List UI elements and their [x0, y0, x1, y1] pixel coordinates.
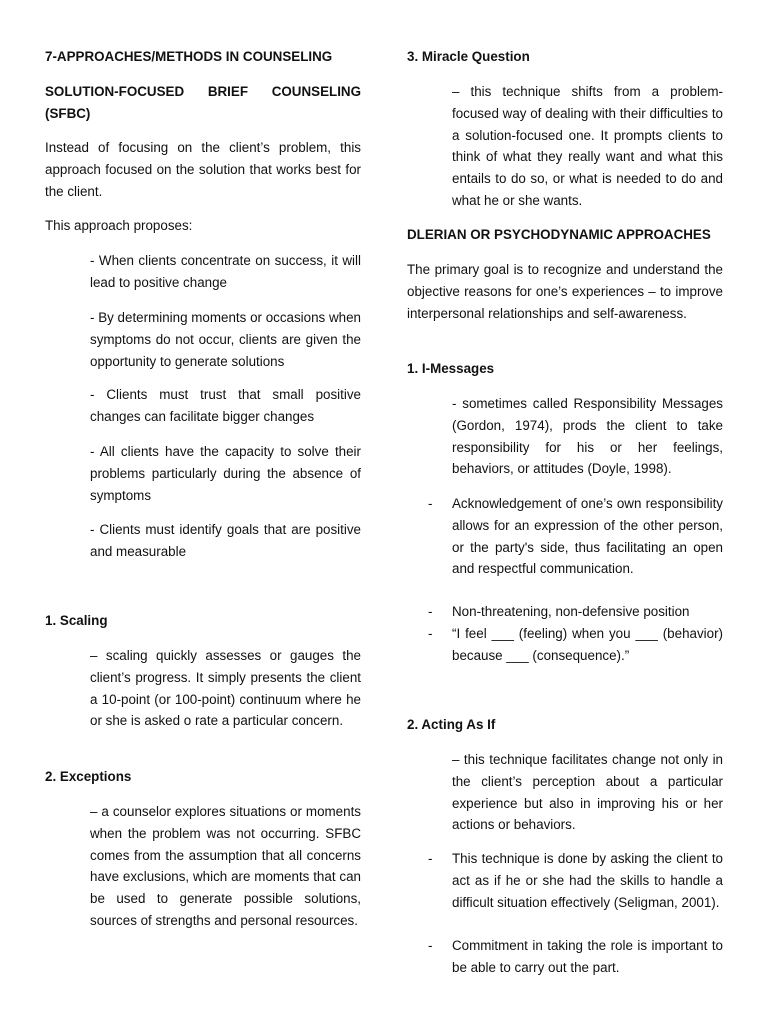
imessages-text: - sometimes called Responsibility Messages (Gordon, 1974), prods the client to take responsibility for his or her feelings, behaviors, or attitudes (Doyle, 1998). [452, 396, 723, 477]
acting-text: – this technique facilitates change not only in the client’s perception about a particular experience but also in improving his or her actions or behaviors. [452, 752, 723, 833]
adlerian-text: The primary goal is to recognize and understand the objective reasons for one’s experiences – to improve interpersonal relationships and self-awareness. [407, 262, 723, 321]
scaling-heading: 1. Scaling [45, 613, 108, 628]
bullet-text: Acknowledgement of one’s own responsibility allows for an expression of the other person, or the party's side, thus facilitating an open and respectful communication. [452, 496, 723, 577]
proposes-label: This approach proposes: [45, 218, 193, 233]
miracle-text: – this technique shifts from a problem-focused way of dealing with their difficulties to a solution-focused one. It prompts clients to think of what they really want and what this entails to do so, or what is needed to do and what he or she wants. [452, 84, 723, 208]
proposal-item: - When clients concentrate on success, it will lead to positive change [90, 253, 361, 290]
right-column [407, 0, 723, 1024]
bullet-dash: - [428, 496, 433, 511]
bullet-text: Commitment in taking the role is important to be able to carry out the part. [452, 938, 723, 975]
bullet-text: “I feel ___ (feeling) when you ___ (behavior) because ___ (consequence).” [452, 626, 723, 663]
miracle-heading: 3. Miracle Question [407, 49, 530, 64]
proposal-item: - Clients must identify goals that are positive and measurable [90, 522, 361, 559]
bullet-dash: - [428, 604, 433, 619]
sfbc-heading: SOLUTION-FOCUSED BRIEF COUNSELING (SFBC) [45, 84, 361, 121]
acting-heading: 2. Acting As If [407, 717, 496, 732]
proposal-item: - All clients have the capacity to solve their problems particularly during the absence of symptoms [90, 444, 361, 503]
bullet-dash: - [428, 851, 433, 866]
imessages-heading: 1. I-Messages [407, 361, 495, 376]
exceptions-text: – a counselor explores situations or moments when the problem was not occurring. SFBC comes from the assumption that all concerns have exclusions, which are moments that can be used to generate possible solutions, sources of strengths and personal resources. [90, 804, 361, 928]
bullet-dash: - [428, 626, 433, 641]
exceptions-heading: 2. Exceptions [45, 769, 132, 784]
bullet-text: This technique is done by asking the client to act as if he or she had the skills to handle a difficult situation effectively (Seligman, 2001). [452, 851, 723, 910]
proposal-item: - By determining moments or occasions when symptoms do not occur, clients are given the opportunity to generate solutions [90, 310, 361, 369]
bullet-dash: - [428, 938, 433, 953]
document-title: 7-APPROACHES/METHODS IN COUNSELING [45, 49, 333, 64]
adlerian-heading: DLERIAN OR PSYCHODYNAMIC APPROACHES [407, 227, 711, 242]
left-column [45, 0, 361, 1024]
bullet-text: Non-threatening, non-defensive position [452, 604, 690, 619]
scaling-text: – scaling quickly assesses or gauges the client’s progress. It simply presents the client a 10-point (or 100-point) continuum where he or she is asked o rate a particular concern. [90, 648, 361, 729]
sfbc-intro: Instead of focusing on the client’s problem, this approach focused on the solution that works best for the client. [45, 140, 361, 199]
proposal-item: - Clients must trust that small positive changes can facilitate bigger changes [90, 387, 361, 424]
